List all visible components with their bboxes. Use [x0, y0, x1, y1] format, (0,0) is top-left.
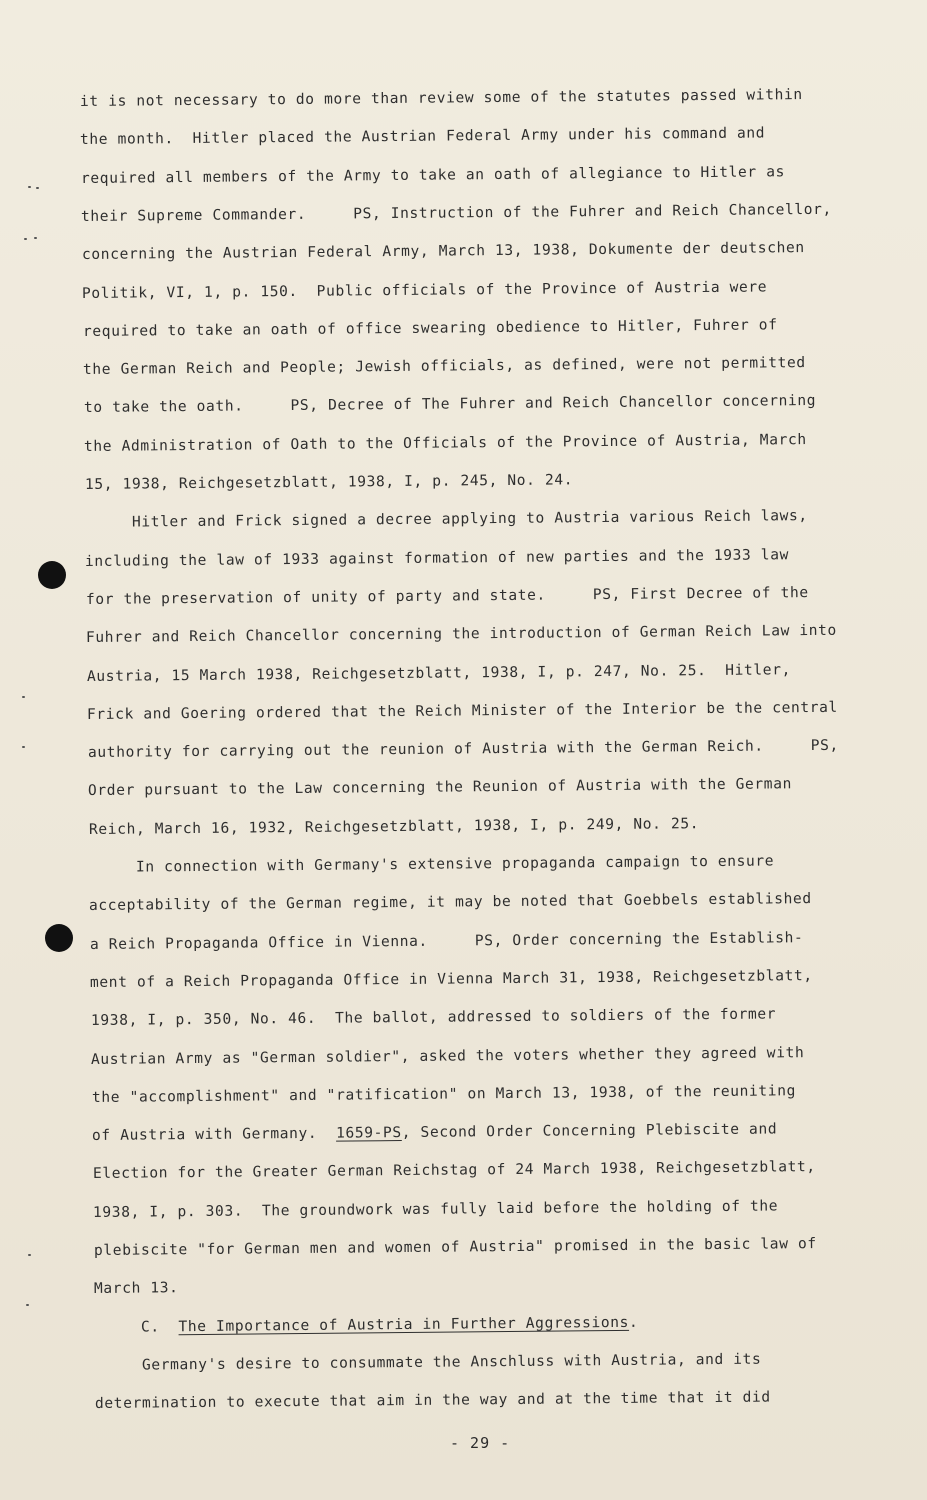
text-segment: to take the oath. PS, Decree of The Fuhrer and Reich Chancellor concerning	[83, 392, 816, 417]
text-segment: the German Reich and People; Jewish officials, as defined, were not permitted	[83, 354, 806, 379]
underlined-text: 1659-PS	[336, 1124, 402, 1142]
margin-speck	[34, 237, 37, 239]
text-segment: Germany's desire to consummate the Anschluss with Austria, and its	[94, 1350, 762, 1374]
margin-speck	[26, 1304, 29, 1306]
margin-speck	[24, 238, 27, 240]
text-line	[82, 238, 805, 265]
text-segment: In connection with Germany's extensive propaganda campaign to ensure	[88, 852, 775, 876]
text-line	[82, 277, 767, 304]
text-line	[84, 430, 807, 457]
text-segment: March 13.	[93, 1279, 179, 1298]
text-segment: concerning the Austrian Federal Army, March 13, 1938, Dokumente der deutschen	[81, 239, 805, 264]
text-line	[88, 814, 698, 840]
text-segment: Politik, VI, 1, p. 150. Public officials of the Province of Austria were	[82, 277, 768, 302]
text-line	[88, 736, 839, 763]
text-line	[93, 1196, 778, 1223]
text-segment: 1938, I, p. 350, No. 46. The ballot, addressed to soldiers of the former	[90, 1005, 777, 1030]
text-line	[89, 889, 812, 916]
text-segment: , Second Order Concerning Plebiscite and	[401, 1120, 778, 1142]
text-line	[93, 1234, 816, 1261]
punch-hole-bottom	[45, 924, 73, 952]
text-line	[85, 506, 808, 533]
margin-speck	[36, 187, 39, 189]
text-segment: Election for the Greater German Reichstag of 24 March 1938, Reichgesetzblatt,	[92, 1158, 816, 1183]
text-line	[91, 1043, 805, 1070]
text-line	[81, 162, 785, 189]
text-segment: Hitler and Frick signed a decree applying to Austria various Reich laws,	[84, 507, 808, 532]
text-line	[94, 1312, 639, 1337]
text-line	[92, 1081, 796, 1108]
text-segment: authority for carrying out the reunion of Austria with the German Reich. PS,	[87, 736, 839, 762]
text-segment: the month. Hitler placed the Austrian Federal Army under his command and	[80, 124, 766, 149]
text-segment: plebiscite "for German men and women of Austria" promised in the basic law of	[93, 1235, 817, 1259]
text-segment: required to take an oath of office swearing obedience to Hitler, Fuhrer of	[82, 316, 778, 340]
page-number: - 29 -	[450, 1434, 511, 1452]
text-line	[83, 315, 778, 342]
text-line	[84, 470, 572, 495]
margin-speck	[28, 1254, 31, 1256]
text-line	[92, 1120, 777, 1147]
text-segment: the "accomplishment" and "ratification" on March 13, 1938, of the reuniting	[91, 1082, 796, 1106]
punch-hole-top	[38, 561, 66, 589]
text-segment: ment of a Reich Propaganda Office in Vienna March 31, 1938, Reichgesetzblatt,	[90, 966, 814, 991]
text-line	[95, 1388, 771, 1414]
text-segment: Fuhrer and Reich Chancellor concerning the introduction of German Reich Law into	[86, 621, 838, 647]
text-segment: determination to execute that aim in the way and at the time that it did	[95, 1388, 772, 1413]
text-segment: including the law of 1933 against formation of new parties and the 1933 law	[85, 545, 790, 570]
text-line	[87, 698, 838, 725]
text-line	[89, 851, 774, 878]
text-line	[83, 391, 815, 418]
text-line	[90, 966, 813, 993]
text-segment: acceptability of the German regime, it may be noted that Goebbels established	[89, 890, 813, 915]
text-segment: 1938, I, p. 303. The groundwork was fully laid before the holding of the	[92, 1197, 779, 1221]
text-segment: their Supreme Commander. PS, Instruction of the Fuhrer and Reich Chancellor,	[81, 200, 833, 225]
text-line	[95, 1349, 762, 1375]
margin-speck	[22, 746, 25, 748]
margin-speck	[22, 696, 25, 698]
margin-speck	[28, 186, 31, 188]
text-line	[87, 660, 791, 687]
text-segment: it is not necessary to do more than review some of the statutes passed within	[79, 86, 803, 110]
text-line	[85, 545, 789, 572]
text-segment: 15, 1938, Reichgesetzblatt, 1938, I, p. 245, No. 24.	[84, 471, 573, 493]
text-line	[88, 775, 792, 802]
text-segment: for the preservation of unity of party and state. PS, First Decree of the	[85, 583, 809, 608]
text-line	[80, 85, 803, 112]
text-segment: Austrian Army as "German soldier", asked the voters whether they agreed with	[91, 1043, 805, 1068]
text-line	[91, 1005, 776, 1032]
text-line	[86, 583, 809, 610]
text-line	[92, 1157, 815, 1184]
text-segment: of Austria with Germany.	[92, 1124, 337, 1145]
text-line	[80, 124, 765, 151]
text-line	[81, 200, 832, 227]
text-line	[86, 621, 837, 648]
text-segment: a Reich Propaganda Office in Vienna. PS, Order concerning the Establish-	[89, 928, 804, 953]
text-segment: .	[629, 1313, 639, 1331]
text-segment: Frick and Goering ordered that the Reich Minister of the Interior be the central	[87, 698, 839, 723]
text-segment: required all members of the Army to take an oath of allegiance to Hitler as	[80, 162, 785, 187]
text-segment: C.	[94, 1317, 179, 1336]
text-segment: Order pursuant to the Law concerning the Reunion of Austria with the German	[88, 775, 793, 800]
underlined-text: The Importance of Austria in Further Aggressions	[178, 1313, 630, 1335]
text-line	[90, 928, 804, 955]
text-segment: the Administration of Oath to the Officials of the Province of Austria, March	[83, 430, 807, 455]
text-line	[94, 1278, 179, 1299]
text-line	[83, 353, 806, 380]
text-segment: Austria, 15 March 1938, Reichgesetzblatt, 1938, I, p. 247, No. 25. Hitler,	[86, 660, 791, 685]
text-segment: Reich, March 16, 1932, Reichgesetzblatt, 1938, I, p. 249, No. 25.	[88, 814, 699, 838]
